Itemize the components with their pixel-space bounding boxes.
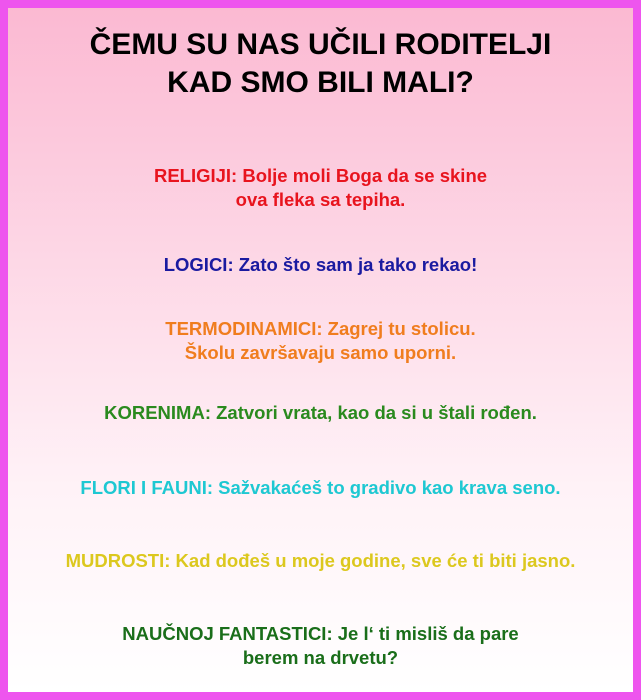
item-religion [0,164,641,212]
item-line-2: ova fleka sa tepiha. [235,189,406,210]
item-thermodynamics [0,317,641,365]
item-line-1: RELIGIJI: Bolje moli Boga da se skine [153,165,488,186]
item-science-fiction [0,622,641,670]
item-logic [0,253,641,277]
page-title [0,26,641,102]
item-line-1: FLORI I FAUNI: Sažvakaćeš to gradivo kao krava seno. [80,477,561,498]
title-line-2: KAD SMO BILI MALI? [167,66,474,99]
title-line-1: ČEMU SU NAS UČILI RODITELJI [89,28,552,61]
item-line-1: TERMODINAMICI: Zagrej tu stolicu. [165,318,476,339]
item-line-2: Školu završavaju samo uporni. [184,342,457,363]
item-roots [0,401,641,425]
item-line-1: MUDROSTI: Kad dođeš u moje godine, sve će ti biti jasno. [65,550,576,571]
item-flora-fauna [0,476,641,500]
item-wisdom [0,549,641,573]
item-line-2: berem na drvetu? [242,647,399,668]
item-line-1: NAUČNOJ FANTASTICI: Je l‘ ti misliš da pare [122,623,519,644]
item-line-1: LOGICI: Zato što sam ja tako rekao! [163,254,478,275]
item-line-1: KORENIMA: Zatvori vrata, kao da si u štali rođen. [104,402,537,423]
